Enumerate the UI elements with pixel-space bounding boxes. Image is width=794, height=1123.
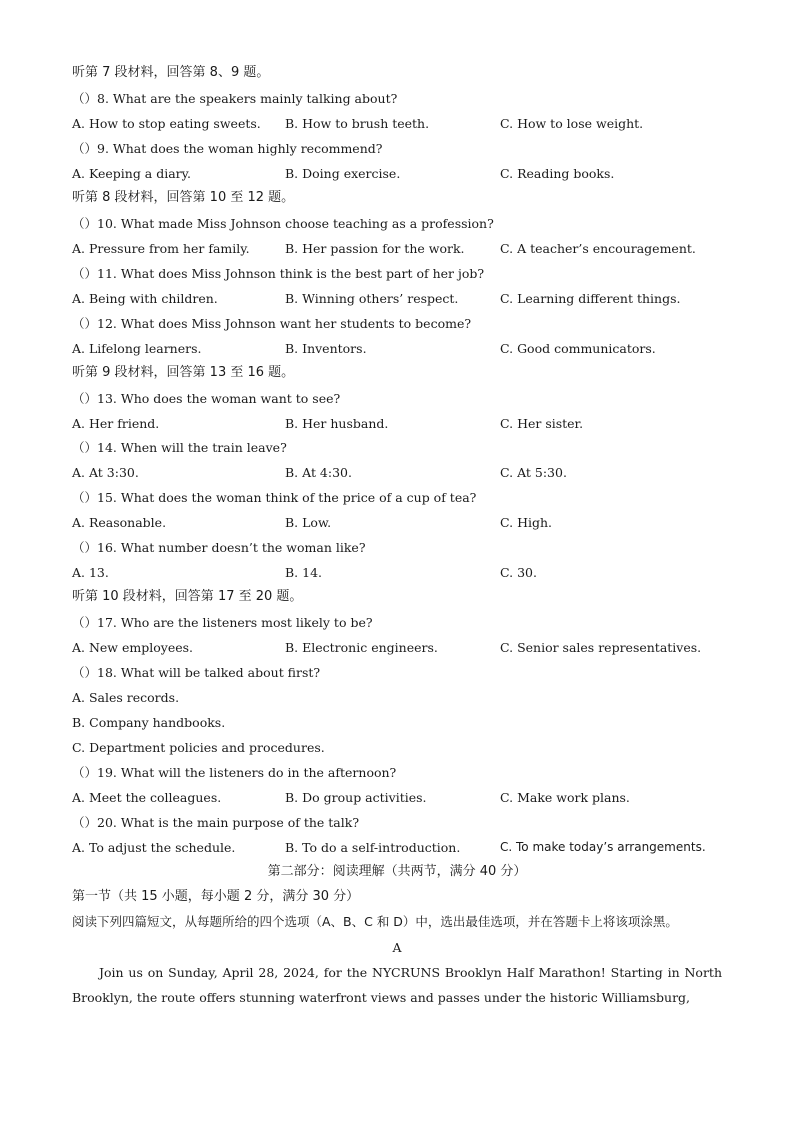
section-heading-8: 听第 8 段材料，回答第 10 至 12 题。 — [72, 190, 295, 205]
question-20: （）20. What is the main purpose of the talk? — [72, 815, 360, 830]
options-14 — [72, 460, 732, 485]
option-13-a: A. Her friend. — [72, 416, 160, 431]
option-9-a: A. Keeping a diary. — [72, 166, 192, 181]
option-9-c: C. Reading books. — [500, 166, 615, 181]
option-15-c: C. High. — [500, 515, 552, 530]
options-20 — [72, 835, 732, 860]
question-9: （）9. What does the woman highly recommend? — [72, 141, 383, 156]
option-9-b: B. Doing exercise. — [285, 166, 401, 181]
option-15-a: A. Reasonable. — [72, 515, 167, 530]
option-20-a: A. To adjust the schedule. — [72, 840, 236, 855]
question-8: （）8. What are the speakers mainly talking about? — [72, 91, 398, 106]
option-8-b: B. How to brush teeth. — [285, 116, 430, 131]
option-8-c: C. How to lose weight. — [500, 116, 644, 131]
question-15: （）15. What does the woman think of the price of a cup of tea? — [72, 490, 477, 505]
option-14-a: A. At 3:30. — [72, 465, 139, 480]
options-12 — [72, 336, 732, 361]
question-13: （）13. Who does the woman want to see? — [72, 391, 341, 406]
option-13-c: C. Her sister. — [500, 416, 584, 431]
option-19-a: A. Meet the colleagues. — [72, 790, 222, 805]
option-10-c: C. A teacher’s encouragement. — [500, 241, 696, 256]
option-11-c: C. Learning different things. — [500, 291, 681, 306]
options-15 — [72, 510, 732, 535]
option-11-b: B. Winning others’ respect. — [285, 291, 459, 306]
question-19: （）19. What will the listeners do in the afternoon? — [72, 765, 397, 780]
option-12-a: A. Lifelong learners. — [72, 341, 202, 356]
option-18-b: B. Company handbooks. — [72, 715, 226, 730]
option-18-c: C. Department policies and procedures. — [72, 740, 325, 755]
question-12: （）12. What does Miss Johnson want her students to become? — [72, 316, 472, 331]
question-16: （）16. What number doesn’t the woman like? — [72, 540, 366, 555]
question-17: （）17. Who are the listeners most likely to be? — [72, 615, 373, 630]
passage-a-paragraph-1: Join us on Sunday, April 28, 2024, for the NYCRUNS Brooklyn Half Marathon! Starting in North Brooklyn, the route offers stunning waterfront views and passes under the historic Williamsburg, — [72, 965, 722, 1005]
section-heading-10: 听第 10 段材料，回答第 17 至 20 题。 — [72, 589, 303, 604]
option-19-c: C. Make work plans. — [500, 790, 630, 805]
option-20-b: B. To do a self-introduction. — [285, 840, 461, 855]
section-one-heading: 第一节（共 15 小题，每小题 2 分，满分 30 分） — [72, 889, 360, 904]
option-16-c: C. 30. — [500, 565, 537, 580]
question-18: （）18. What will be talked about first? — [72, 665, 321, 680]
option-10-b: B. Her passion for the work. — [285, 241, 465, 256]
options-13 — [72, 411, 732, 436]
passage-label-a: A — [392, 940, 402, 955]
option-18-a: A. Sales records. — [72, 690, 180, 705]
option-12-c: C. Good communicators. — [500, 341, 656, 356]
option-19-b: B. Do group activities. — [285, 790, 427, 805]
option-16-a: A. 13. — [72, 565, 109, 580]
section-heading-7: 听第 7 段材料，回答第 8、9 题。 — [72, 65, 270, 80]
option-11-a: A. Being with children. — [72, 291, 218, 306]
question-10: （）10. What made Miss Johnson choose teaching as a profession? — [72, 216, 494, 231]
option-15-b: B. Low. — [285, 515, 332, 530]
option-13-b: B. Her husband. — [285, 416, 389, 431]
reading-instructions: 阅读下列四篇短文，从每题所给的四个选项（A、B、C 和 D）中，选出最佳选项，并在答题卡上将该项涂黑。 — [72, 914, 678, 929]
option-17-b: B. Electronic engineers. — [285, 640, 438, 655]
part-two-heading: 第二部分：阅读理解（共两节，满分 40 分） — [267, 864, 527, 879]
option-16-b: B. 14. — [285, 565, 323, 580]
options-11 — [72, 286, 732, 311]
options-17 — [72, 635, 732, 660]
option-12-b: B. Inventors. — [285, 341, 367, 356]
option-17-c: C. Senior sales representatives. — [500, 640, 702, 655]
question-14: （）14. When will the train leave? — [72, 440, 287, 455]
option-14-b: B. At 4:30. — [285, 465, 352, 480]
option-8-a: A. How to stop eating sweets. — [72, 116, 261, 131]
question-11: （）11. What does Miss Johnson think is the best part of her job? — [72, 266, 485, 281]
options-16 — [72, 560, 732, 585]
option-20-c: C. To make today’s arrangements. — [500, 840, 706, 854]
options-10 — [72, 236, 732, 261]
options-19 — [72, 785, 732, 810]
option-14-c: C. At 5:30. — [500, 465, 567, 480]
options-8 — [72, 111, 732, 136]
section-heading-9: 听第 9 段材料，回答第 13 至 16 题。 — [72, 365, 295, 380]
option-10-a: A. Pressure from her family. — [72, 241, 250, 256]
options-9 — [72, 161, 732, 186]
option-17-a: A. New employees. — [72, 640, 194, 655]
